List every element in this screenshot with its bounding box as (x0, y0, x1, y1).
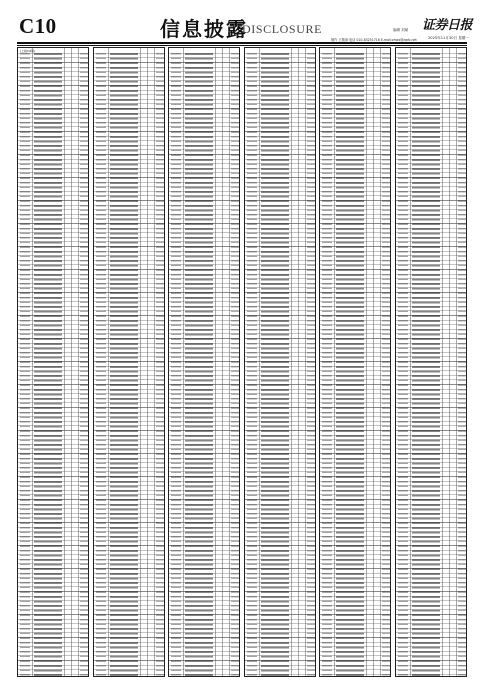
table-column-rules (245, 48, 315, 676)
table-column-2 (93, 47, 165, 677)
table-column-rules (396, 48, 466, 676)
table-column-rules (94, 48, 164, 676)
table-column-1 (17, 47, 89, 677)
table-column-6 (395, 47, 467, 677)
issue-date: 2025年11月30日 星期一 (428, 36, 469, 40)
newspaper-logo: 证券日报 (422, 18, 473, 33)
table-column-rules (169, 48, 239, 676)
page-number: C10 (19, 14, 57, 38)
section-title-en: DISCLOSURE (242, 22, 323, 36)
table-column-5 (319, 47, 391, 677)
table-column-rules (320, 48, 390, 676)
disclosure-tables (17, 47, 467, 677)
header-rule-thick (17, 42, 467, 44)
contact-line: 制作 王敬涛 电话 010-83251716 E-mail:zmzx@zqrb.net (331, 38, 417, 42)
header-rule-thin (17, 45, 467, 46)
table-column-4 (244, 47, 316, 677)
table-column-3 (168, 47, 240, 677)
editor-line: 编辑 刘斌 (393, 28, 409, 32)
section-title: 信息披露 (160, 17, 248, 41)
page-header (0, 0, 484, 46)
table-column-rules (18, 48, 88, 676)
